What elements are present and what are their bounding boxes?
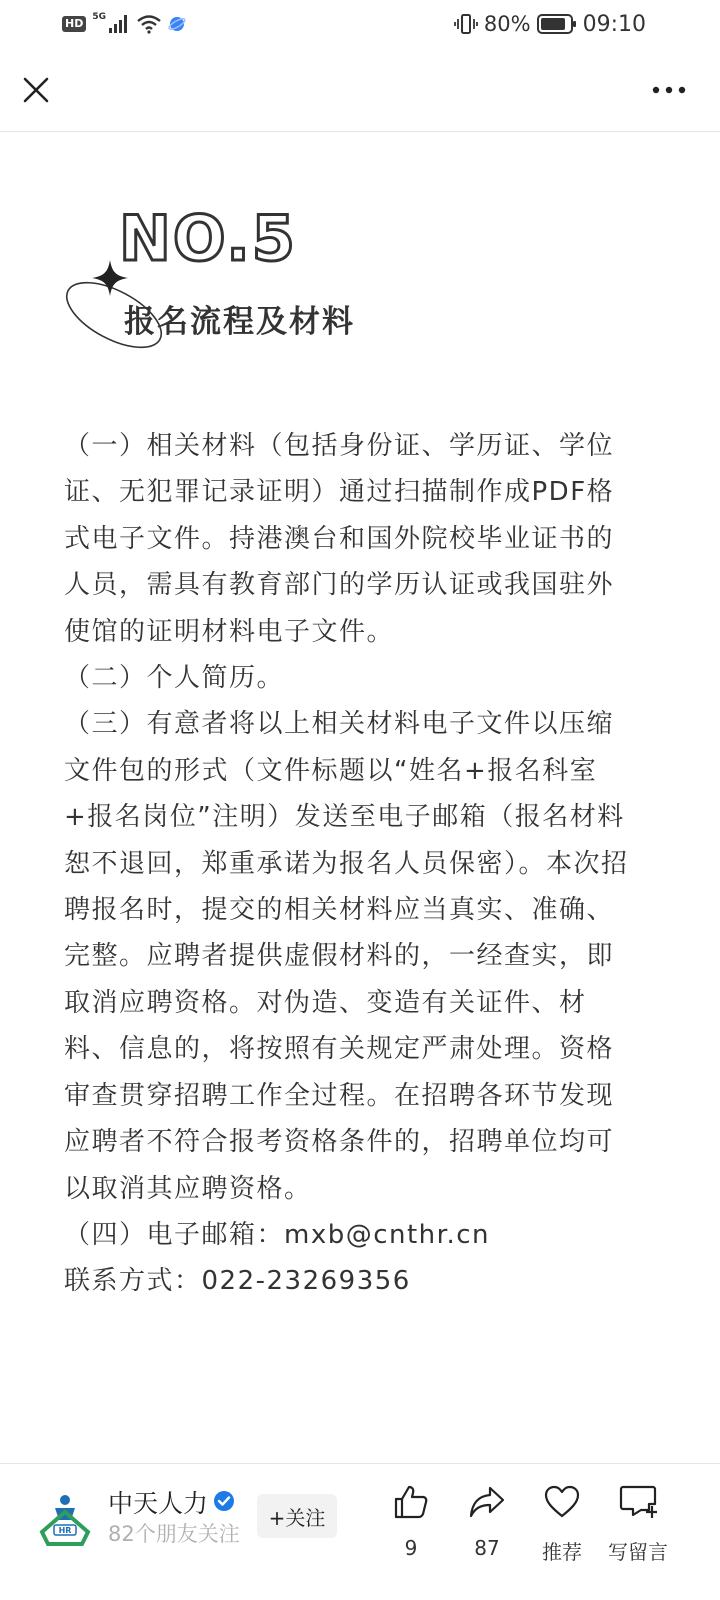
status-left (62, 12, 186, 36)
verified-badge-icon (213, 1490, 235, 1512)
followers-count: 82个朋友关注 (108, 1522, 240, 1546)
paragraph-submission: （三）有意者将以上相关材料电子文件以压缩文件包的形式（文件标题以“姓名+报名科室+报名岗位”注明）发送至电子邮箱（报名材料恕不退回，郑重承诺为报名人员保密）。本次招聘报名时，提交的相关材料应当真实、准确、完整。应聘者提供虚假材料的，一经查实，即取消应聘资格。对伪造、变造有关证件、材料、信息的，将按照有关规定严肃处理。资格审查贯穿招聘工作全过程。在招聘各环节发现应聘者不符合报考资格条件的，招聘单位均可以取消其应聘资格。 (64, 709, 629, 1204)
section-number: NO.5 (119, 202, 297, 275)
like-button[interactable] (371, 1482, 451, 1560)
section-heading (64, 200, 384, 370)
account-avatar[interactable] (38, 1492, 92, 1546)
network-type: 5G (92, 12, 106, 22)
vibrate-icon (454, 12, 478, 36)
share-icon (469, 1484, 505, 1520)
battery-percent: 80% (483, 12, 531, 36)
article-body (64, 423, 636, 1305)
close-button[interactable] (16, 70, 56, 110)
recommend-label: 推荐 (542, 1540, 582, 1564)
comment-add-icon (619, 1484, 657, 1520)
battery-icon (537, 13, 577, 35)
status-bar (0, 0, 720, 48)
paragraph-email: （四）电子邮箱：mxb@cnthr.cn (64, 1219, 491, 1250)
comment-button[interactable] (598, 1482, 678, 1565)
signal-icon (108, 14, 130, 34)
paragraph-materials: （一）相关材料（包括身份证、学历证、学位证、无犯罪记录证明）通过扫描制作成PDF格式电子文件。持港澳台和国外院校毕业证书的人员，需具有教育部门的学历认证或我国驻外使馆的证明材料电子文件。 (64, 431, 615, 647)
hd-badge: HD (62, 16, 86, 32)
recommend-button[interactable] (522, 1482, 602, 1565)
share-button[interactable] (447, 1482, 527, 1560)
svg-text:HR: HR (58, 1526, 72, 1535)
more-button[interactable] (644, 70, 694, 110)
heart-icon (544, 1485, 580, 1519)
bottom-action-bar (0, 1463, 720, 1600)
follow-button[interactable]: +关注 (257, 1494, 337, 1538)
paragraph-resume: （二）个人简历。 (64, 663, 285, 694)
more-icon (652, 86, 686, 94)
like-count: 9 (404, 1536, 418, 1560)
status-right (454, 10, 646, 38)
comment-label: 写留言 (608, 1540, 668, 1564)
thumbs-up-icon (393, 1484, 429, 1520)
paragraph-contact: 联系方式：022-23269356 (64, 1266, 411, 1297)
share-count: 87 (474, 1536, 500, 1560)
close-icon (22, 76, 50, 104)
account-name[interactable]: 中天人力 (108, 1489, 209, 1518)
app-notification-icon (168, 15, 186, 33)
clock: 09:10 (582, 11, 646, 37)
section-title: 报名流程及材料 (124, 304, 355, 340)
top-nav-bar (0, 48, 720, 132)
wifi-icon (136, 14, 162, 34)
